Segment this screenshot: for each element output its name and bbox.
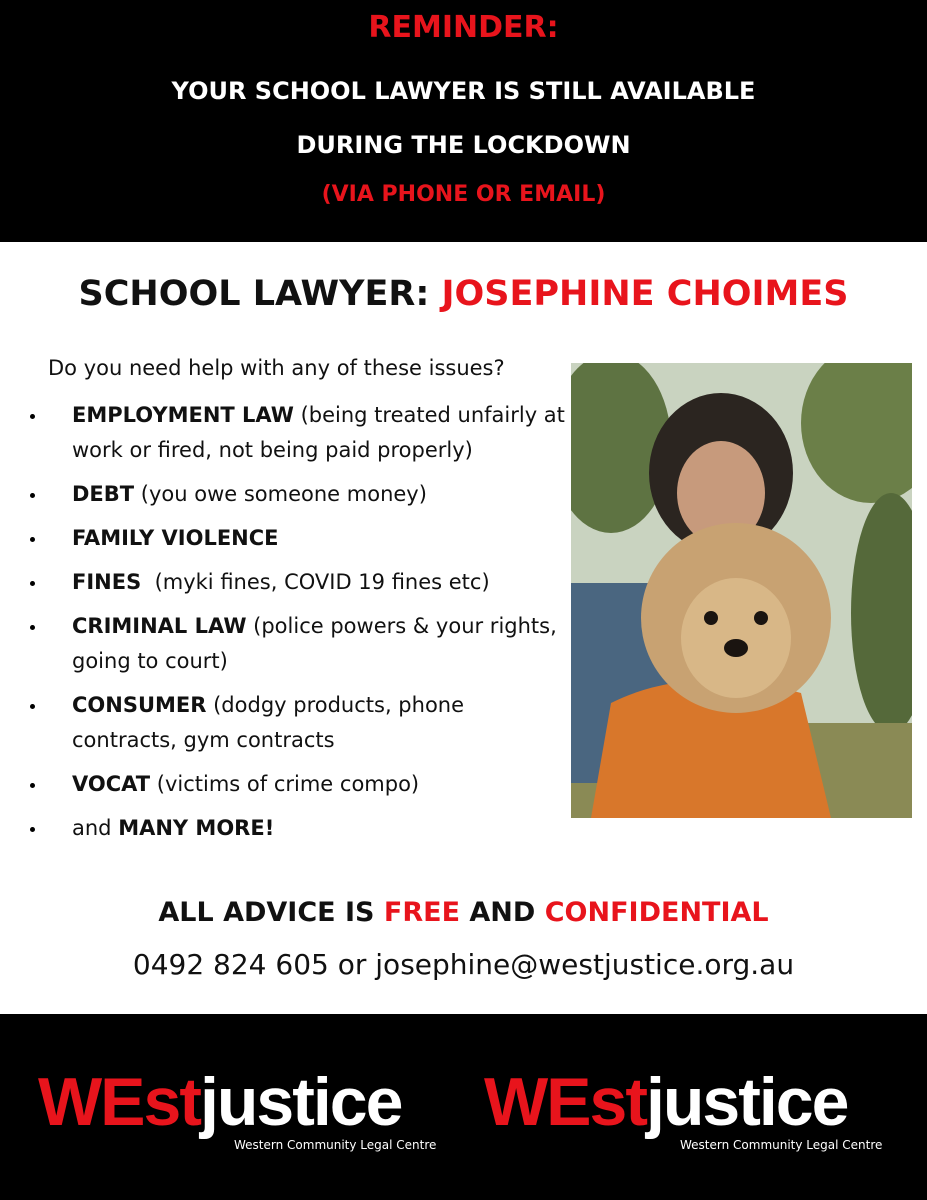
logo-subtitle: Western Community Legal Centre	[234, 1138, 437, 1152]
logo-we: WEst	[484, 1064, 646, 1140]
issue-label: CRIMINAL LAW	[72, 614, 247, 638]
issue-detail: (you owe someone money)	[134, 482, 427, 506]
issue-label: MANY MORE!	[118, 816, 275, 840]
list-item	[30, 811, 570, 846]
bullet-icon	[30, 625, 35, 630]
list-item	[30, 688, 570, 758]
bullet-icon	[30, 581, 35, 586]
bullet-icon	[30, 493, 35, 498]
footer-banner	[0, 1014, 927, 1200]
logo-mark	[38, 1062, 401, 1142]
westjustice-logo	[484, 1062, 883, 1162]
bullet-icon	[30, 414, 35, 419]
lawyer-title	[0, 274, 927, 314]
issue-label: DEBT	[72, 482, 135, 506]
free-label: FREE	[383, 897, 461, 928]
reminder-heading: REMINDER:	[368, 10, 559, 45]
contact-details: 0492 824 605 or josephine@westjustice.org.au	[132, 948, 795, 981]
availability-line: YOUR SCHOOL LAWYER IS STILL AVAILABLE	[171, 77, 756, 105]
issue-prefix: and	[72, 816, 119, 840]
bullet-icon	[30, 783, 35, 788]
bullet-icon	[30, 704, 35, 709]
list-item	[30, 398, 570, 468]
advice-statement	[0, 897, 927, 928]
issue-detail: (dodgy products, phone contracts, gym contracts	[72, 693, 465, 752]
list-item	[30, 477, 570, 512]
westjustice-logo	[38, 1062, 437, 1162]
issues-list	[30, 398, 570, 855]
list-item	[30, 767, 570, 802]
contact-method-line: (VIA PHONE OR EMAIL)	[321, 182, 606, 207]
list-item	[30, 609, 570, 679]
issue-label: EMPLOYMENT LAW	[72, 403, 294, 427]
confidential-label: CONFIDENTIAL	[544, 897, 769, 928]
issue-label: CONSUMER	[72, 693, 207, 717]
lawyer-photo	[571, 363, 912, 818]
title-prefix: SCHOOL LAWYER:	[78, 274, 442, 314]
advice-and: AND	[460, 897, 545, 928]
list-item	[30, 521, 570, 556]
intro-question: Do you need help with any of these issues?	[48, 356, 505, 380]
lockdown-line: DURING THE LOCKDOWN	[296, 131, 631, 159]
issue-detail: (being treated unfairly at work or fired, not being paid properly)	[72, 403, 565, 462]
issue-label: FAMILY VIOLENCE	[72, 526, 279, 550]
logo-subtitle: Western Community Legal Centre	[680, 1138, 883, 1152]
logo-justice: justice	[200, 1064, 402, 1140]
issue-detail: (myki fines, COVID 19 fines etc)	[141, 570, 490, 594]
advice-text: ALL ADVICE IS	[158, 897, 384, 928]
list-item	[30, 565, 570, 600]
photo-illustration	[571, 363, 912, 818]
issue-label: FINES	[72, 570, 142, 594]
logo-mark	[484, 1062, 847, 1142]
bullet-icon	[30, 537, 35, 542]
issue-label: VOCAT	[72, 772, 151, 796]
top-banner	[0, 0, 927, 242]
logo-justice: justice	[646, 1064, 848, 1140]
issue-detail: (victims of crime compo)	[150, 772, 420, 796]
lawyer-name: JOSEPHINE CHOIMES	[441, 274, 849, 314]
logo-we: WEst	[38, 1064, 200, 1140]
bullet-icon	[30, 827, 35, 832]
issue-detail: (police powers & your rights, going to court)	[72, 614, 557, 673]
